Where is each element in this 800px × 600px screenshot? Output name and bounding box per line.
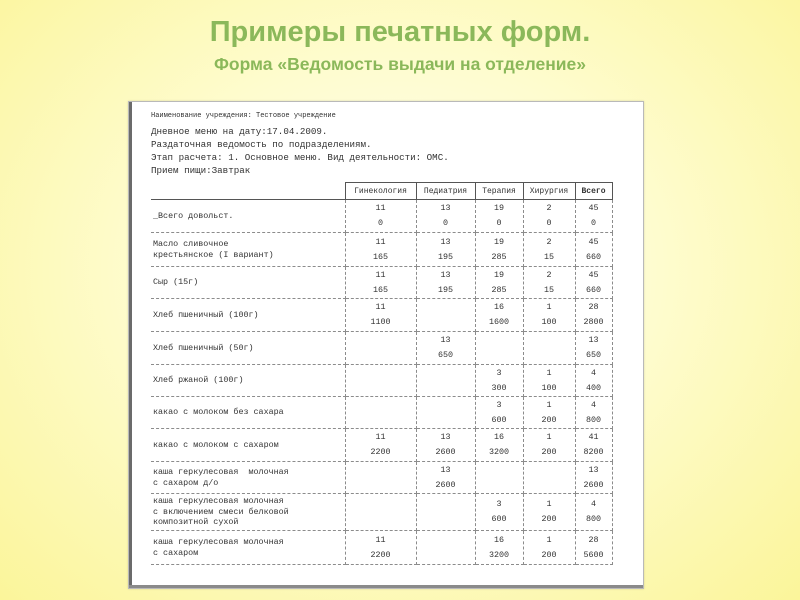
document-left-border [129, 102, 132, 588]
value-cell [523, 299, 575, 332]
distribution-table [151, 182, 613, 565]
patient-count: 2 [546, 269, 552, 280]
quantity-amount: 3200 [488, 549, 510, 560]
patient-count [476, 463, 523, 478]
quantity-amount [346, 512, 416, 527]
patient-count: 3 [496, 367, 502, 378]
value-cell [475, 332, 523, 365]
patient-count: 19 [493, 236, 505, 247]
table-row [151, 299, 612, 332]
patient-count [417, 366, 475, 381]
quantity-amount: 0 [546, 218, 552, 228]
quantity-amount: 2200 [370, 549, 391, 560]
patient-count: 2 [546, 236, 552, 247]
item-name: Масло сливочное крестьянское (I вариант) [151, 233, 345, 267]
quantity-amount: 100 [541, 382, 557, 393]
patient-count: 1 [546, 534, 552, 545]
value-cell [416, 494, 475, 531]
value-cell [416, 200, 475, 233]
patient-count [476, 333, 523, 348]
quantity-amount: 0 [442, 218, 449, 228]
value-cell [416, 429, 475, 462]
patient-count: 11 [375, 534, 386, 545]
patient-count: 13 [440, 432, 451, 442]
value-cell [416, 299, 475, 332]
quantity-amount: 15 [543, 251, 555, 262]
value-cell [475, 397, 523, 429]
quantity-amount: 200 [541, 514, 557, 524]
value-cell [475, 462, 523, 494]
value-cell [345, 397, 416, 429]
quantity-amount: 600 [491, 514, 507, 524]
patient-count: 3 [496, 399, 502, 410]
value-cell [475, 429, 523, 462]
patient-count: 16 [493, 432, 505, 442]
quantity-amount: 600 [491, 414, 507, 425]
patient-count: 13 [440, 236, 451, 247]
quantity-amount: 3200 [488, 447, 510, 457]
item-name: Хлеб пшеничный (100г) [151, 299, 345, 332]
quantity-amount [476, 478, 523, 493]
value-cell [416, 332, 475, 365]
value-cell [575, 233, 612, 267]
value-cell [575, 267, 612, 299]
table-row [151, 429, 612, 462]
patient-count: 13 [440, 464, 451, 475]
value-cell [475, 365, 523, 397]
quantity-amount: 2600 [435, 479, 456, 490]
quantity-amount: 100 [541, 317, 557, 327]
quantity-amount: 8200 [583, 447, 604, 457]
quantity-amount: 2600 [583, 479, 604, 490]
slide-title: Примеры печатных форм. [209, 16, 591, 48]
quantity-amount: 300 [491, 382, 507, 393]
quantity-amount: 200 [541, 549, 557, 560]
item-name: каша геркулесовая молочная с сахаром д/о [151, 462, 345, 494]
patient-count: 13 [440, 335, 451, 345]
quantity-amount [346, 413, 416, 428]
value-cell [575, 462, 612, 494]
value-cell [475, 200, 523, 233]
column-header-total: Всего [575, 183, 612, 200]
slide-subtitle: Форма «Ведомость выдачи на отделение» [213, 54, 587, 74]
patient-count: 11 [375, 432, 386, 442]
patient-count [417, 398, 475, 413]
patient-count: 11 [375, 302, 386, 312]
value-cell [523, 429, 575, 462]
value-cell [475, 494, 523, 531]
value-cell [523, 397, 575, 429]
value-cell [575, 531, 612, 565]
patient-count: 11 [375, 236, 386, 247]
value-cell [523, 200, 575, 233]
value-cell [345, 332, 416, 365]
quantity-amount: 400 [585, 382, 602, 393]
quantity-amount: 200 [541, 414, 557, 425]
quantity-amount: 800 [585, 414, 602, 425]
value-cell [345, 462, 416, 494]
patient-count: 13 [440, 203, 451, 213]
patient-count: 1 [546, 432, 552, 442]
patient-count [417, 300, 475, 315]
menu-date-line: Дневное меню на дату:17.04.2009. [151, 126, 328, 137]
patient-count: 11 [375, 203, 386, 213]
item-name: Хлеб пшеничный (50г) [151, 332, 345, 365]
value-cell [523, 267, 575, 299]
value-cell [523, 233, 575, 267]
value-cell [575, 494, 612, 531]
patient-count [417, 497, 475, 512]
table-row [151, 494, 612, 531]
value-cell [523, 462, 575, 494]
quantity-amount: 165 [372, 284, 389, 295]
quantity-amount [346, 478, 416, 493]
item-name: каша геркулесовая молочная с сахаром [151, 531, 345, 565]
quantity-amount: 0 [590, 218, 597, 228]
patient-count: 1 [546, 302, 552, 312]
item-name: Хлеб ржаной (100г) [151, 365, 345, 397]
patient-count: 16 [493, 302, 505, 312]
value-cell [523, 332, 575, 365]
quantity-amount [417, 413, 475, 428]
stage-line: Этап расчета: 1. Основное меню. Вид деятельности: ОМС. [151, 152, 449, 163]
patient-count [346, 333, 416, 348]
value-cell [475, 267, 523, 299]
patient-count: 19 [493, 203, 505, 213]
value-cell [575, 200, 612, 233]
column-header: Гинекология [345, 183, 416, 200]
column-header: Педиатрия [416, 183, 475, 200]
item-name: какао с молоком с сахаром [151, 429, 345, 462]
column-header: Хирургия [523, 183, 575, 200]
table-row [151, 365, 612, 397]
table-row [151, 267, 612, 299]
value-cell [575, 397, 612, 429]
patient-count [346, 497, 416, 512]
quantity-amount [417, 315, 475, 330]
quantity-amount: 800 [585, 514, 602, 524]
patient-count: 1 [546, 399, 552, 410]
patient-count [346, 463, 416, 478]
quantity-amount [417, 512, 475, 527]
value-cell [475, 233, 523, 267]
item-name: Сыр (15г) [151, 267, 345, 299]
patient-count: 3 [496, 499, 502, 509]
meal-line: Прием пищи:Завтрак [151, 165, 251, 176]
item-name: какао с молоком без сахара [151, 397, 345, 429]
patient-count: 19 [493, 269, 505, 280]
patient-count [417, 533, 475, 548]
value-cell [575, 332, 612, 365]
quantity-amount [417, 548, 475, 563]
value-cell [475, 531, 523, 565]
patient-count: 11 [375, 269, 386, 280]
value-cell [345, 531, 416, 565]
value-cell [416, 531, 475, 565]
patient-count: 13 [588, 464, 599, 475]
patient-count: 1 [546, 367, 552, 378]
value-cell [416, 462, 475, 494]
quantity-amount: 195 [437, 284, 454, 295]
value-cell [523, 531, 575, 565]
quantity-amount: 2600 [435, 447, 456, 457]
value-cell [345, 429, 416, 462]
patient-count: 4 [590, 399, 597, 410]
quantity-amount: 1100 [370, 317, 391, 327]
value-cell [416, 233, 475, 267]
patient-count: 4 [590, 499, 597, 509]
quantity-amount: 285 [491, 284, 507, 295]
header-blank-cell [151, 183, 345, 200]
patient-count [346, 366, 416, 381]
quantity-amount: 650 [585, 350, 602, 360]
table-row [151, 332, 612, 365]
patient-count: 16 [493, 534, 505, 545]
quantity-amount: 650 [437, 350, 454, 360]
value-cell [345, 267, 416, 299]
patient-count: 2 [546, 203, 552, 213]
value-cell [345, 494, 416, 531]
value-cell [416, 365, 475, 397]
value-cell [345, 299, 416, 332]
patient-count: 28 [588, 302, 599, 312]
quantity-amount [417, 381, 475, 396]
patient-count: 13 [588, 335, 599, 345]
table-row [151, 531, 612, 565]
value-cell [345, 200, 416, 233]
quantity-amount: 200 [541, 447, 557, 457]
quantity-amount: 165 [372, 251, 389, 262]
patient-count: 1 [546, 499, 552, 509]
quantity-amount: 1600 [488, 317, 510, 327]
quantity-amount: 195 [437, 251, 454, 262]
quantity-amount: 0 [377, 218, 384, 228]
table-row [151, 397, 612, 429]
patient-count: 45 [588, 236, 599, 247]
quantity-amount: 660 [585, 251, 602, 262]
patient-count: 45 [588, 269, 599, 280]
value-cell [523, 365, 575, 397]
patient-count [524, 333, 575, 348]
quantity-amount: 0 [496, 218, 502, 228]
document-bottom-border [129, 585, 643, 588]
table-row [151, 462, 612, 494]
value-cell [575, 299, 612, 332]
patient-count [346, 398, 416, 413]
quantity-amount: 285 [491, 251, 507, 262]
quantity-amount: 660 [585, 284, 602, 295]
value-cell [575, 429, 612, 462]
column-header: Терапия [475, 183, 523, 200]
printed-form-document [128, 101, 644, 589]
table-row [151, 200, 612, 233]
quantity-amount [476, 348, 523, 363]
value-cell [575, 365, 612, 397]
patient-count: 4 [590, 367, 597, 378]
statement-line: Раздаточная ведомость по подразделениям. [151, 139, 372, 150]
value-cell [345, 233, 416, 267]
table-row [151, 233, 612, 267]
value-cell [345, 365, 416, 397]
patient-count: 13 [440, 269, 451, 280]
patient-count: 45 [588, 203, 599, 213]
quantity-amount [524, 348, 575, 363]
patient-count: 41 [588, 432, 599, 442]
quantity-amount: 2800 [583, 317, 604, 327]
institution-line: Наименование учреждения: Тестовое учреждение [151, 112, 336, 120]
table-header-row [151, 183, 612, 200]
patient-count: 28 [588, 534, 599, 545]
quantity-amount: 2200 [370, 447, 391, 457]
quantity-amount [346, 348, 416, 363]
patient-count [524, 463, 575, 478]
value-cell [523, 494, 575, 531]
quantity-amount: 15 [543, 284, 555, 295]
quantity-amount [346, 381, 416, 396]
quantity-amount: 5600 [583, 549, 604, 560]
quantity-amount [524, 478, 575, 493]
value-cell [416, 267, 475, 299]
value-cell [416, 397, 475, 429]
item-name: каша геркулесовая молочная с включением смеси белковой композитной сухой [151, 494, 345, 531]
value-cell [475, 299, 523, 332]
item-name: _Всего довольст. [151, 200, 345, 233]
